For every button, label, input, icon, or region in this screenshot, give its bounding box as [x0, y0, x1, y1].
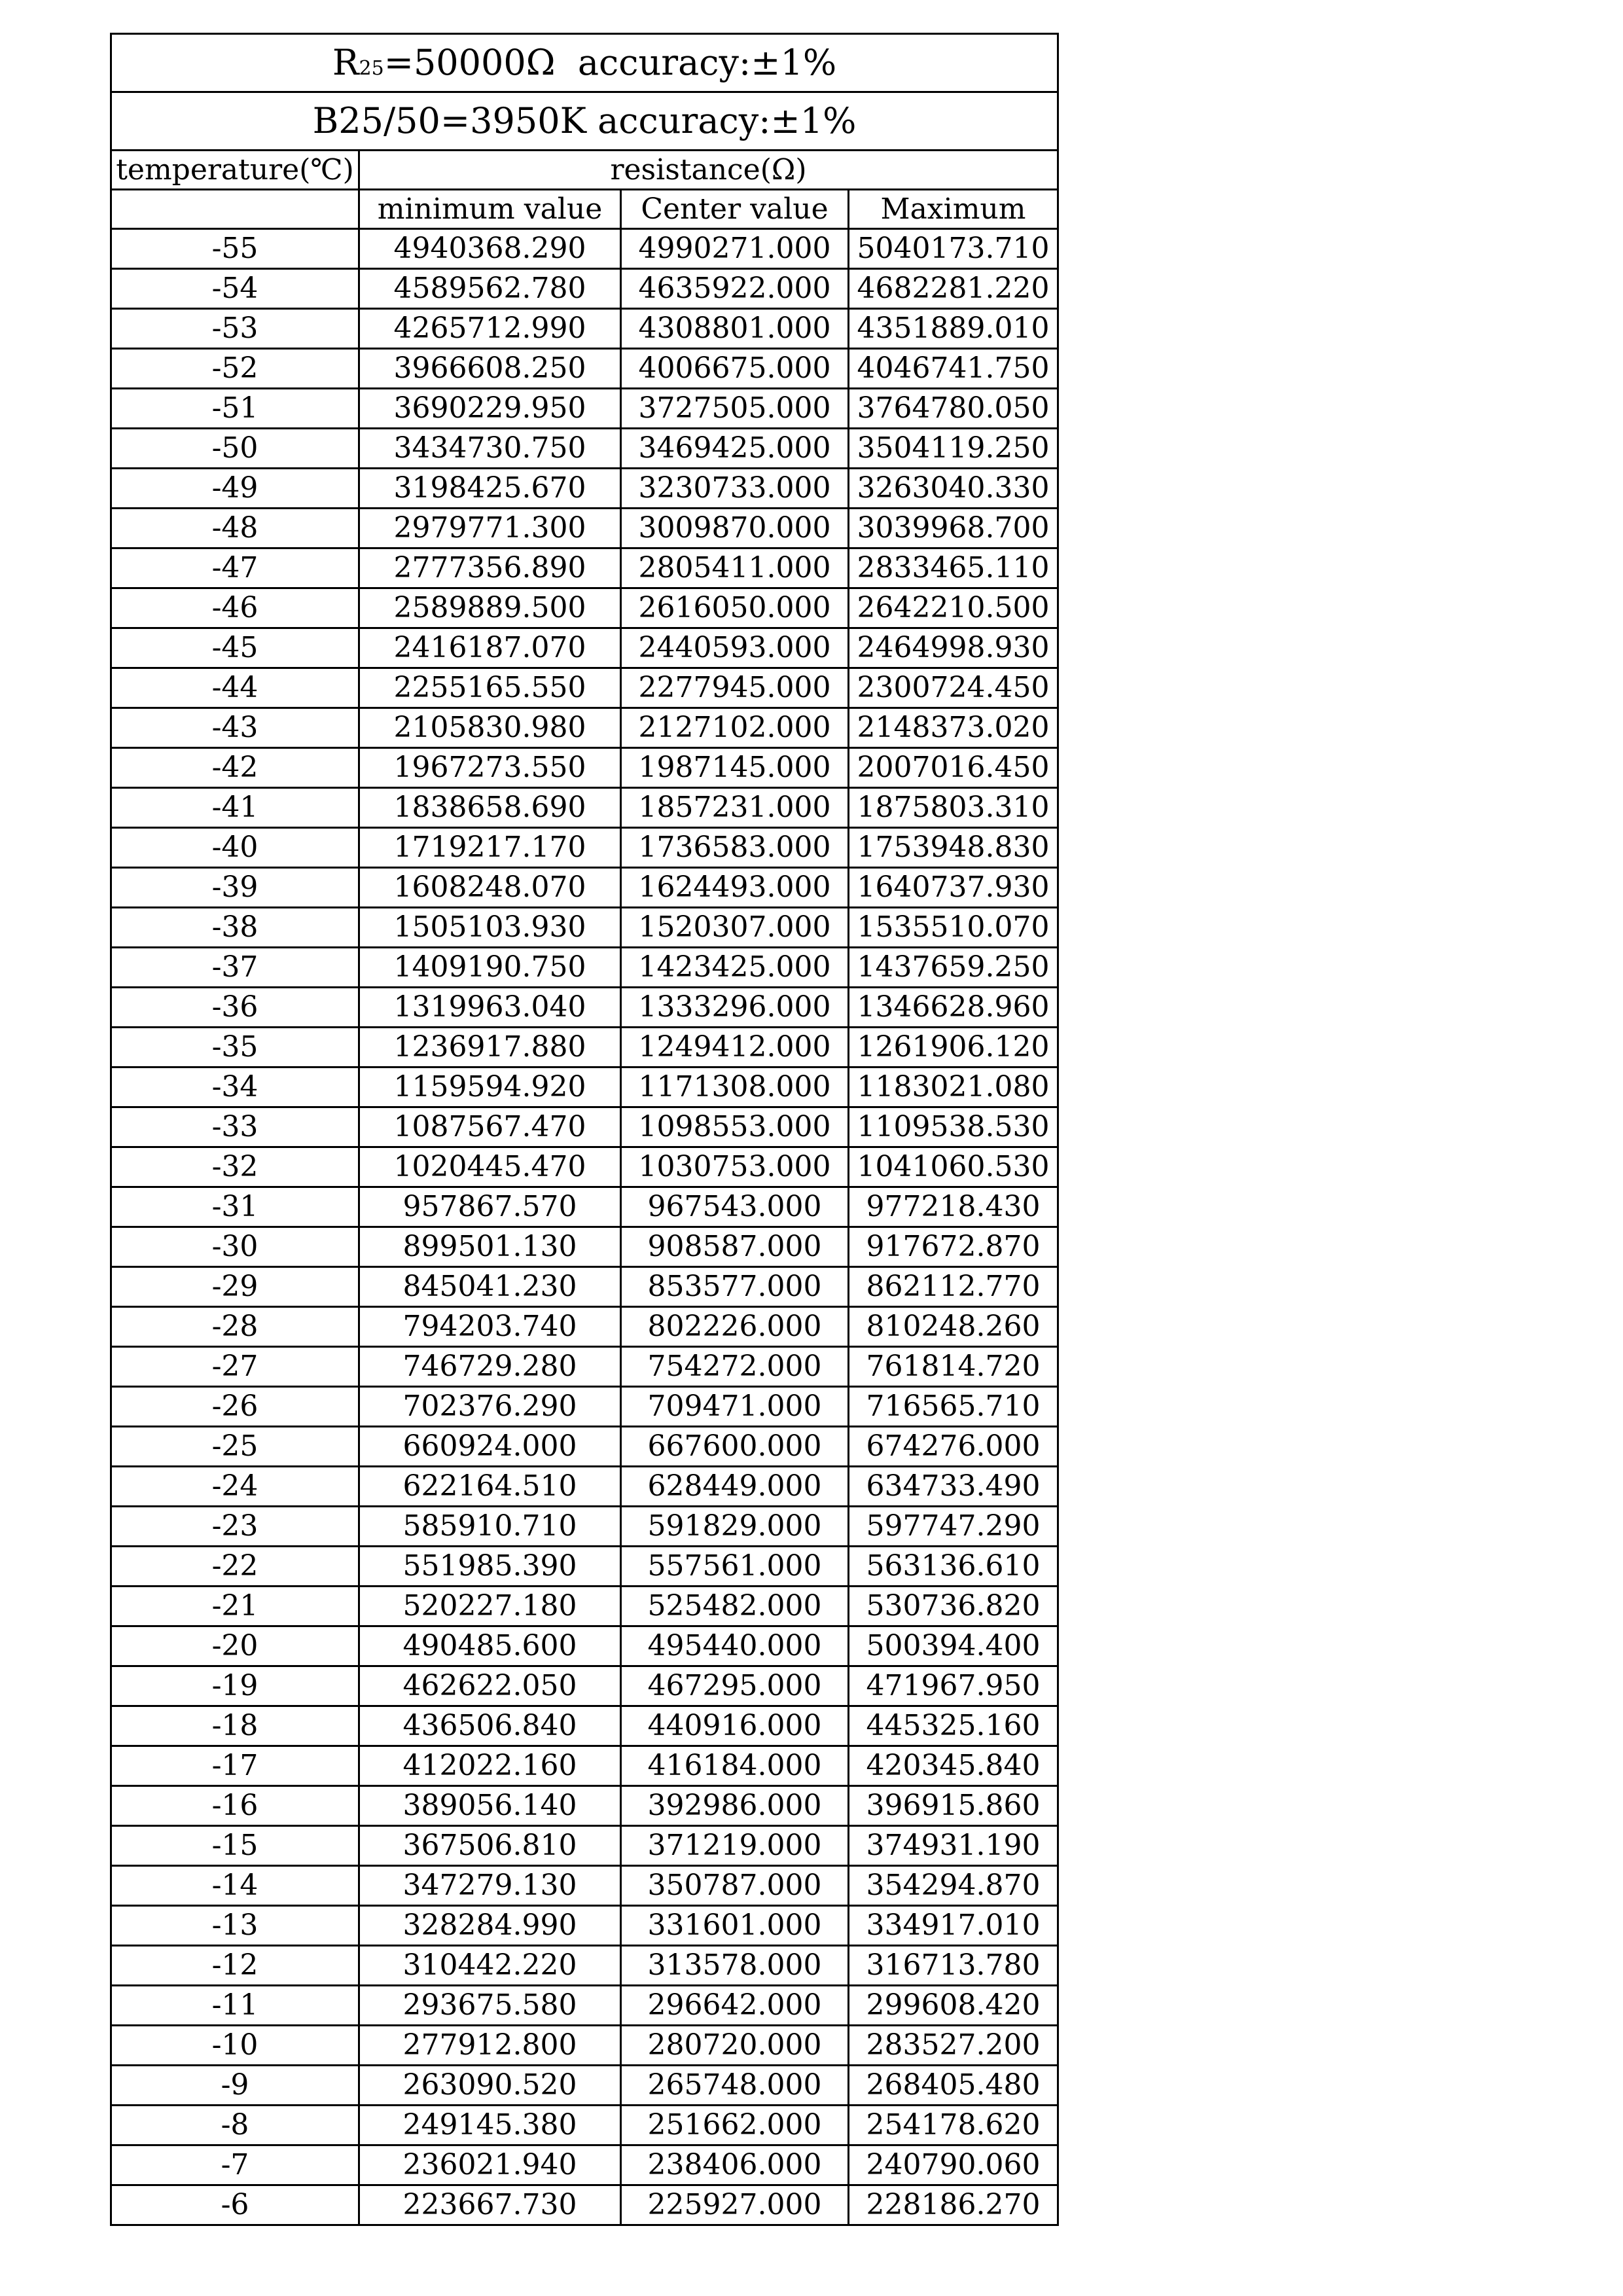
table-row: [111, 1786, 1058, 1826]
table-row: [111, 1347, 1058, 1387]
center-value-cell: 525482.000: [621, 1587, 849, 1626]
maximum-value-cell: 1640737.930: [849, 868, 1058, 908]
minimum-value-cell: 1967273.550: [359, 748, 621, 788]
subheader-row: [111, 190, 1058, 229]
table-row: [111, 1746, 1058, 1786]
maximum-header: Maximum: [849, 190, 1058, 229]
minimum-value-cell: 2777356.890: [359, 548, 621, 588]
maximum-value-cell: 716565.710: [849, 1387, 1058, 1427]
maximum-value-cell: 3764780.050: [849, 389, 1058, 429]
minimum-value-cell: 585910.710: [359, 1507, 621, 1547]
minimum-value-cell: 660924.000: [359, 1427, 621, 1467]
temperature-cell: -15: [111, 1826, 359, 1866]
maximum-value-cell: 354294.870: [849, 1866, 1058, 1906]
minimum-value-cell: 223667.730: [359, 2185, 621, 2225]
table-row: [111, 1946, 1058, 1986]
empty-header-cell: [111, 190, 359, 229]
minimum-value-cell: 2105830.980: [359, 708, 621, 748]
temperature-cell: -8: [111, 2106, 359, 2145]
table-row: [111, 1547, 1058, 1587]
center-value-cell: 265748.000: [621, 2066, 849, 2106]
center-value-cell: 3727505.000: [621, 389, 849, 429]
table-row: [111, 908, 1058, 948]
table-row: [111, 389, 1058, 429]
maximum-value-cell: 810248.260: [849, 1307, 1058, 1347]
table-row: [111, 1028, 1058, 1067]
center-value-cell: 296642.000: [621, 1986, 849, 2026]
temperature-cell: -7: [111, 2145, 359, 2185]
minimum-value-cell: 263090.520: [359, 2066, 621, 2106]
temperature-cell: -49: [111, 469, 359, 509]
maximum-value-cell: 334917.010: [849, 1906, 1058, 1946]
table-row: [111, 1187, 1058, 1227]
minimum-value-cell: 277912.800: [359, 2026, 621, 2066]
center-value-cell: 557561.000: [621, 1547, 849, 1587]
temperature-cell: -48: [111, 509, 359, 548]
center-value-cell: 3009870.000: [621, 509, 849, 548]
center-value-cell: 853577.000: [621, 1267, 849, 1307]
header-row: [111, 151, 1058, 190]
center-value-cell: 754272.000: [621, 1347, 849, 1387]
center-value-cell: 1736583.000: [621, 828, 849, 868]
temperature-cell: -55: [111, 229, 359, 269]
center-value-cell: 467295.000: [621, 1666, 849, 1706]
r-subscript: 25: [359, 57, 384, 80]
center-value-cell: 350787.000: [621, 1866, 849, 1906]
minimum-value-cell: 249145.380: [359, 2106, 621, 2145]
temperature-cell: -25: [111, 1427, 359, 1467]
minimum-value-cell: 2979771.300: [359, 509, 621, 548]
table-row: [111, 2145, 1058, 2185]
table-row: [111, 1986, 1058, 2026]
maximum-value-cell: 917672.870: [849, 1227, 1058, 1267]
b-constant-title: B25/50=3950K accuracy:±1%: [111, 92, 1058, 151]
temperature-cell: -30: [111, 1227, 359, 1267]
maximum-value-cell: 977218.430: [849, 1187, 1058, 1227]
center-value-cell: 3469425.000: [621, 429, 849, 469]
minimum-value-cell: 702376.290: [359, 1387, 621, 1427]
temperature-cell: -42: [111, 748, 359, 788]
center-value-cell: 2805411.000: [621, 548, 849, 588]
table-row: [111, 868, 1058, 908]
minimum-value-cell: 1838658.690: [359, 788, 621, 828]
minimum-value-cell: 1020445.470: [359, 1147, 621, 1187]
minimum-value-cell: 3434730.750: [359, 429, 621, 469]
maximum-value-cell: 3039968.700: [849, 509, 1058, 548]
minimum-value-cell: 899501.130: [359, 1227, 621, 1267]
temperature-cell: -33: [111, 1107, 359, 1147]
maximum-value-cell: 283527.200: [849, 2026, 1058, 2066]
table-row: [111, 229, 1058, 269]
temperature-cell: -36: [111, 988, 359, 1028]
center-value-cell: 251662.000: [621, 2106, 849, 2145]
table-row: [111, 1147, 1058, 1187]
temperature-cell: -20: [111, 1626, 359, 1666]
r25-value-text: =50000Ω accuracy:±1%: [383, 42, 837, 83]
minimum-value-cell: 520227.180: [359, 1587, 621, 1626]
resistance-table: [110, 33, 1059, 2226]
minimum-value-cell: 436506.840: [359, 1706, 621, 1746]
temperature-cell: -41: [111, 788, 359, 828]
table-row: [111, 948, 1058, 988]
temperature-cell: -9: [111, 2066, 359, 2106]
temperature-cell: -17: [111, 1746, 359, 1786]
table-row: [111, 2026, 1058, 2066]
minimum-value-cell: 347279.130: [359, 1866, 621, 1906]
maximum-value-cell: 1261906.120: [849, 1028, 1058, 1067]
minimum-value-cell: 2416187.070: [359, 628, 621, 668]
temperature-cell: -22: [111, 1547, 359, 1587]
table-row: [111, 708, 1058, 748]
center-value-cell: 1249412.000: [621, 1028, 849, 1067]
temperature-cell: -19: [111, 1666, 359, 1706]
temperature-cell: -21: [111, 1587, 359, 1626]
center-value-header: Center value: [621, 190, 849, 229]
temperature-cell: -37: [111, 948, 359, 988]
minimum-value-cell: 1087567.470: [359, 1107, 621, 1147]
maximum-value-cell: 674276.000: [849, 1427, 1058, 1467]
maximum-value-cell: 5040173.710: [849, 229, 1058, 269]
center-value-cell: 591829.000: [621, 1507, 849, 1547]
center-value-cell: 225927.000: [621, 2185, 849, 2225]
table-row: [111, 1427, 1058, 1467]
center-value-cell: 628449.000: [621, 1467, 849, 1507]
minimum-value-cell: 2255165.550: [359, 668, 621, 708]
table-row: [111, 628, 1058, 668]
temperature-cell: -16: [111, 1786, 359, 1826]
minimum-value-cell: 957867.570: [359, 1187, 621, 1227]
center-value-cell: 238406.000: [621, 2145, 849, 2185]
maximum-value-cell: 1875803.310: [849, 788, 1058, 828]
minimum-value-cell: 462622.050: [359, 1666, 621, 1706]
temperature-cell: -54: [111, 269, 359, 309]
table-row: [111, 668, 1058, 708]
temperature-cell: -27: [111, 1347, 359, 1387]
center-value-cell: 1624493.000: [621, 868, 849, 908]
temperature-cell: -51: [111, 389, 359, 429]
maximum-value-cell: 1109538.530: [849, 1107, 1058, 1147]
minimum-value-cell: 2589889.500: [359, 588, 621, 628]
maximum-value-cell: 597747.290: [849, 1507, 1058, 1547]
minimum-value-cell: 293675.580: [359, 1986, 621, 2026]
table-row: [111, 1507, 1058, 1547]
temperature-cell: -44: [111, 668, 359, 708]
minimum-value-cell: 3690229.950: [359, 389, 621, 429]
minimum-value-cell: 1608248.070: [359, 868, 621, 908]
temperature-cell: -46: [111, 588, 359, 628]
maximum-value-cell: 862112.770: [849, 1267, 1058, 1307]
table-row: [111, 349, 1058, 389]
maximum-value-cell: 1753948.830: [849, 828, 1058, 868]
temperature-cell: -14: [111, 1866, 359, 1906]
table-row: [111, 1906, 1058, 1946]
temperature-cell: -24: [111, 1467, 359, 1507]
center-value-cell: 2277945.000: [621, 668, 849, 708]
minimum-value-header: minimum value: [359, 190, 621, 229]
temperature-cell: -23: [111, 1507, 359, 1547]
minimum-value-cell: 1319963.040: [359, 988, 621, 1028]
center-value-cell: 495440.000: [621, 1626, 849, 1666]
temperature-cell: -35: [111, 1028, 359, 1067]
table-row: [111, 1587, 1058, 1626]
minimum-value-cell: 310442.220: [359, 1946, 621, 1986]
table-row: [111, 1706, 1058, 1746]
table-row: [111, 1307, 1058, 1347]
center-value-cell: 667600.000: [621, 1427, 849, 1467]
temperature-cell: -52: [111, 349, 359, 389]
maximum-value-cell: 1183021.080: [849, 1067, 1058, 1107]
temperature-cell: -40: [111, 828, 359, 868]
maximum-value-cell: 2007016.450: [849, 748, 1058, 788]
minimum-value-cell: 551985.390: [359, 1547, 621, 1587]
minimum-value-cell: 1159594.920: [359, 1067, 621, 1107]
table-row: [111, 1826, 1058, 1866]
temperature-cell: -45: [111, 628, 359, 668]
center-value-cell: 2127102.000: [621, 708, 849, 748]
minimum-value-cell: 490485.600: [359, 1626, 621, 1666]
minimum-value-cell: 622164.510: [359, 1467, 621, 1507]
center-value-cell: 3230733.000: [621, 469, 849, 509]
minimum-value-cell: 4940368.290: [359, 229, 621, 269]
minimum-value-cell: 389056.140: [359, 1786, 621, 1826]
center-value-cell: 2616050.000: [621, 588, 849, 628]
temperature-cell: -50: [111, 429, 359, 469]
temperature-cell: -31: [111, 1187, 359, 1227]
center-value-cell: 709471.000: [621, 1387, 849, 1427]
center-value-cell: 1171308.000: [621, 1067, 849, 1107]
maximum-value-cell: 634733.490: [849, 1467, 1058, 1507]
table-row: [111, 988, 1058, 1028]
table-row: [111, 748, 1058, 788]
maximum-value-cell: 4351889.010: [849, 309, 1058, 349]
temperature-cell: -13: [111, 1906, 359, 1946]
center-value-cell: 4635922.000: [621, 269, 849, 309]
temperature-cell: -29: [111, 1267, 359, 1307]
center-value-cell: 1857231.000: [621, 788, 849, 828]
title-row-1: [111, 34, 1058, 92]
center-value-cell: 371219.000: [621, 1826, 849, 1866]
center-value-cell: 392986.000: [621, 1786, 849, 1826]
maximum-value-cell: 3504119.250: [849, 429, 1058, 469]
center-value-cell: 440916.000: [621, 1706, 849, 1746]
table-row: [111, 509, 1058, 548]
minimum-value-cell: 4265712.990: [359, 309, 621, 349]
minimum-value-cell: 746729.280: [359, 1347, 621, 1387]
temperature-cell: -32: [111, 1147, 359, 1187]
temperature-cell: -18: [111, 1706, 359, 1746]
table-row: [111, 788, 1058, 828]
minimum-value-cell: 1236917.880: [359, 1028, 621, 1067]
center-value-cell: 4990271.000: [621, 229, 849, 269]
table-row: [111, 1387, 1058, 1427]
maximum-value-cell: 761814.720: [849, 1347, 1058, 1387]
table-row: [111, 2066, 1058, 2106]
center-value-cell: 802226.000: [621, 1307, 849, 1347]
maximum-value-cell: 228186.270: [849, 2185, 1058, 2225]
minimum-value-cell: 1505103.930: [359, 908, 621, 948]
center-value-cell: 2440593.000: [621, 628, 849, 668]
maximum-value-cell: 299608.420: [849, 1986, 1058, 2026]
maximum-value-cell: 374931.190: [849, 1826, 1058, 1866]
maximum-value-cell: 563136.610: [849, 1547, 1058, 1587]
table-row: [111, 1267, 1058, 1307]
center-value-cell: 4006675.000: [621, 349, 849, 389]
minimum-value-cell: 328284.990: [359, 1906, 621, 1946]
center-value-cell: 1423425.000: [621, 948, 849, 988]
maximum-value-cell: 4046741.750: [849, 349, 1058, 389]
title-row-2: [111, 92, 1058, 151]
minimum-value-cell: 412022.160: [359, 1746, 621, 1786]
minimum-value-cell: 367506.810: [359, 1826, 621, 1866]
temperature-cell: -53: [111, 309, 359, 349]
temperature-cell: -39: [111, 868, 359, 908]
temperature-cell: -6: [111, 2185, 359, 2225]
table-row: [111, 469, 1058, 509]
maximum-value-cell: 254178.620: [849, 2106, 1058, 2145]
r25-title: [111, 34, 1058, 92]
table-row: [111, 1067, 1058, 1107]
maximum-value-cell: 316713.780: [849, 1946, 1058, 1986]
temperature-cell: -12: [111, 1946, 359, 1986]
center-value-cell: 331601.000: [621, 1906, 849, 1946]
center-value-cell: 1520307.000: [621, 908, 849, 948]
table-row: [111, 548, 1058, 588]
minimum-value-cell: 794203.740: [359, 1307, 621, 1347]
maximum-value-cell: 471967.950: [849, 1666, 1058, 1706]
table-row: [111, 828, 1058, 868]
table-row: [111, 309, 1058, 349]
table-row: [111, 269, 1058, 309]
temperature-cell: -43: [111, 708, 359, 748]
minimum-value-cell: 845041.230: [359, 1267, 621, 1307]
minimum-value-cell: 3966608.250: [359, 349, 621, 389]
maximum-value-cell: 1346628.960: [849, 988, 1058, 1028]
table-row: [111, 1866, 1058, 1906]
maximum-value-cell: 2833465.110: [849, 548, 1058, 588]
center-value-cell: 1987145.000: [621, 748, 849, 788]
temperature-cell: -26: [111, 1387, 359, 1427]
maximum-value-cell: 4682281.220: [849, 269, 1058, 309]
temperature-cell: -28: [111, 1307, 359, 1347]
center-value-cell: 1098553.000: [621, 1107, 849, 1147]
resistance-header: resistance(Ω): [359, 151, 1058, 190]
table-row: [111, 1227, 1058, 1267]
maximum-value-cell: 445325.160: [849, 1706, 1058, 1746]
maximum-value-cell: 500394.400: [849, 1626, 1058, 1666]
maximum-value-cell: 2464998.930: [849, 628, 1058, 668]
center-value-cell: 4308801.000: [621, 309, 849, 349]
temperature-cell: -38: [111, 908, 359, 948]
temperature-cell: -10: [111, 2026, 359, 2066]
maximum-value-cell: 396915.860: [849, 1786, 1058, 1826]
minimum-value-cell: 1409190.750: [359, 948, 621, 988]
maximum-value-cell: 1041060.530: [849, 1147, 1058, 1187]
center-value-cell: 313578.000: [621, 1946, 849, 1986]
minimum-value-cell: 3198425.670: [359, 469, 621, 509]
table-row: [111, 429, 1058, 469]
table-row: [111, 1467, 1058, 1507]
table-row: [111, 588, 1058, 628]
maximum-value-cell: 2642210.500: [849, 588, 1058, 628]
temperature-cell: -11: [111, 1986, 359, 2026]
table-row: [111, 2185, 1058, 2225]
table-row: [111, 2106, 1058, 2145]
table-row: [111, 1626, 1058, 1666]
center-value-cell: 908587.000: [621, 1227, 849, 1267]
maximum-value-cell: 268405.480: [849, 2066, 1058, 2106]
maximum-value-cell: 2300724.450: [849, 668, 1058, 708]
maximum-value-cell: 420345.840: [849, 1746, 1058, 1786]
maximum-value-cell: 1437659.250: [849, 948, 1058, 988]
maximum-value-cell: 2148373.020: [849, 708, 1058, 748]
minimum-value-cell: 236021.940: [359, 2145, 621, 2185]
maximum-value-cell: 1535510.070: [849, 908, 1058, 948]
center-value-cell: 1333296.000: [621, 988, 849, 1028]
maximum-value-cell: 3263040.330: [849, 469, 1058, 509]
temperature-header: temperature(℃): [111, 151, 359, 190]
center-value-cell: 1030753.000: [621, 1147, 849, 1187]
table-row: [111, 1666, 1058, 1706]
center-value-cell: 280720.000: [621, 2026, 849, 2066]
table-row: [111, 1107, 1058, 1147]
temperature-cell: -34: [111, 1067, 359, 1107]
maximum-value-cell: 530736.820: [849, 1587, 1058, 1626]
maximum-value-cell: 240790.060: [849, 2145, 1058, 2185]
r-symbol: R: [332, 42, 359, 83]
center-value-cell: 967543.000: [621, 1187, 849, 1227]
minimum-value-cell: 4589562.780: [359, 269, 621, 309]
minimum-value-cell: 1719217.170: [359, 828, 621, 868]
center-value-cell: 416184.000: [621, 1746, 849, 1786]
temperature-cell: -47: [111, 548, 359, 588]
